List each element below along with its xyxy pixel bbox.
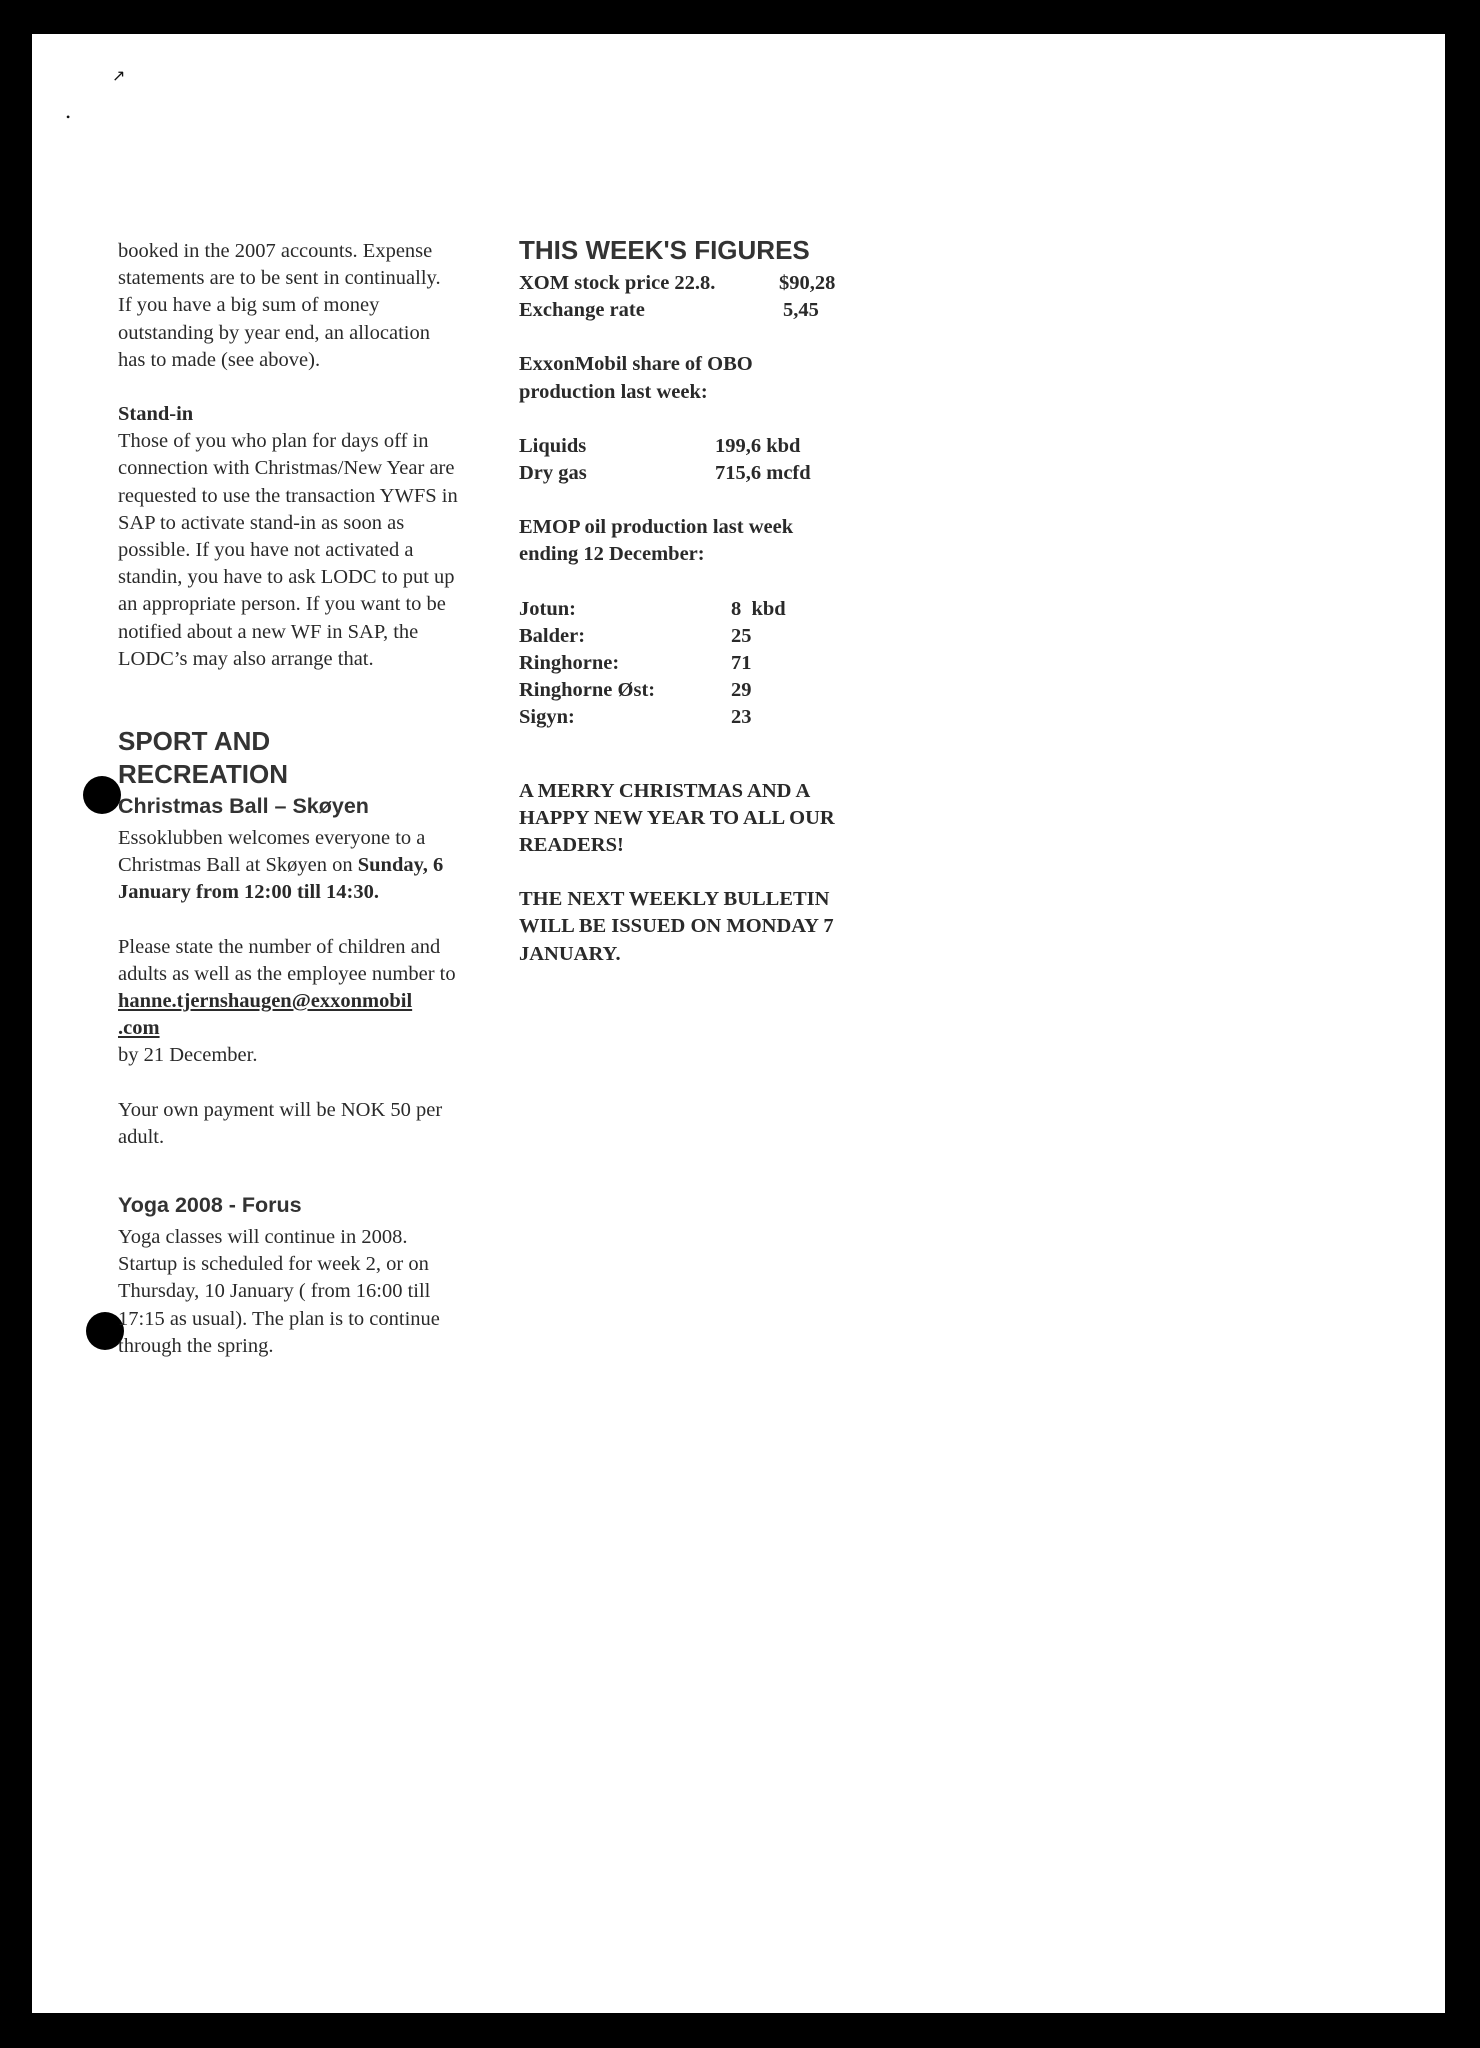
state-paragraph — [118, 934, 458, 1070]
email-link-suffix[interactable]: .com — [118, 1017, 160, 1040]
state-text: Please state the number of children and adults as well as the employee number to — [118, 935, 456, 985]
scan-dot-icon: • — [66, 110, 71, 124]
yoga-paragraph: Yoga classes will continue in 2008. Startup is scheduled for week 2, or on Thursday, 10 January ( from 16:00 till 17:15 as usual). The plan is to continue through the spring. — [118, 1226, 440, 1357]
liquids-label: Liquids — [519, 434, 587, 457]
field-label: Balder: — [519, 624, 586, 647]
greeting-text: A MERRY CHRISTMAS AND A HAPPY NEW YEAR TO ALL OUR READERS! — [519, 779, 835, 857]
sport-heading-line1: SPORT AND — [118, 726, 271, 757]
field-value: 8 kbd — [731, 597, 786, 620]
drygas-row — [519, 460, 919, 487]
stock-label: XOM stock price 22.8. — [519, 272, 716, 294]
obo-heading: ExxonMobil share of OBO production last week: — [519, 353, 753, 403]
drygas-value: 715,6 mcfd — [715, 462, 811, 485]
email-link[interactable]: hanne.tjernshaugen@exxonmobil — [118, 990, 413, 1013]
exchange-value: 5,45 — [783, 299, 819, 322]
figures-heading: THIS WEEK'S FIGURES — [519, 235, 810, 265]
stock-row — [519, 270, 919, 297]
field-row — [519, 704, 919, 731]
field-label: Jotun: — [519, 597, 576, 620]
field-row — [519, 623, 919, 650]
ball-date: Sunday, 6 January from 12:00 till 14:30. — [118, 854, 444, 904]
field-value: 23 — [731, 706, 752, 729]
field-value: 71 — [731, 652, 752, 675]
left-column — [118, 238, 458, 1360]
next-issue-text: THE NEXT WEEKLY BULLETIN WILL BE ISSUED ON MONDAY 7 JANUARY. — [519, 888, 834, 965]
liquids-value: 199,6 kbd — [715, 434, 801, 457]
yoga-heading: Yoga 2008 - Forus — [118, 1193, 302, 1218]
sport-heading-line2: RECREATION — [118, 759, 288, 790]
ball-paragraph — [118, 825, 458, 907]
liquids-row — [519, 433, 919, 460]
payment-paragraph: Your own payment will be NOK 50 per adult. — [118, 1098, 443, 1148]
standin-heading: Stand-in — [118, 403, 194, 426]
field-label: Sigyn: — [519, 706, 575, 729]
punch-hole-icon — [83, 776, 121, 814]
emop-heading: EMOP oil production last week ending 12 December: — [519, 516, 794, 566]
field-row — [519, 596, 919, 623]
scan-mark-icon: ↗ — [112, 68, 126, 85]
deadline-text: by 21 December. — [118, 1044, 258, 1067]
exchange-row — [519, 297, 919, 324]
ball-text: Essoklubben welcomes everyone to a Christmas Ball at Skøyen on — [118, 827, 426, 877]
field-value: 25 — [731, 624, 752, 647]
drygas-label: Dry gas — [519, 462, 587, 485]
right-column — [519, 235, 919, 968]
intro-paragraph: booked in the 2007 accounts. Expense statements are to be sent in continually. If you have a big sum of money outstanding by year end, an allocation has to made (see above). — [118, 240, 441, 371]
field-row — [519, 677, 919, 704]
sport-heading — [118, 725, 458, 791]
field-label: Ringhorne Øst: — [519, 679, 656, 702]
standin-paragraph: Those of you who plan for days off in connection with Christmas/New Year are requested to use the transaction YWFS in SAP to activate stand-in as soon as possible. If you have not activated a standin, you have to ask LODC to put up an appropriate person. If you want to be notified about a new WF in SAP, the LODC’s may also arrange that. — [118, 430, 458, 670]
ball-heading: Christmas Ball – Skøyen — [118, 794, 369, 819]
stock-value: $90,28 — [779, 272, 836, 294]
field-value: 29 — [731, 679, 752, 702]
field-row — [519, 650, 919, 677]
field-label: Ringhorne: — [519, 652, 620, 675]
exchange-label: Exchange rate — [519, 299, 645, 322]
